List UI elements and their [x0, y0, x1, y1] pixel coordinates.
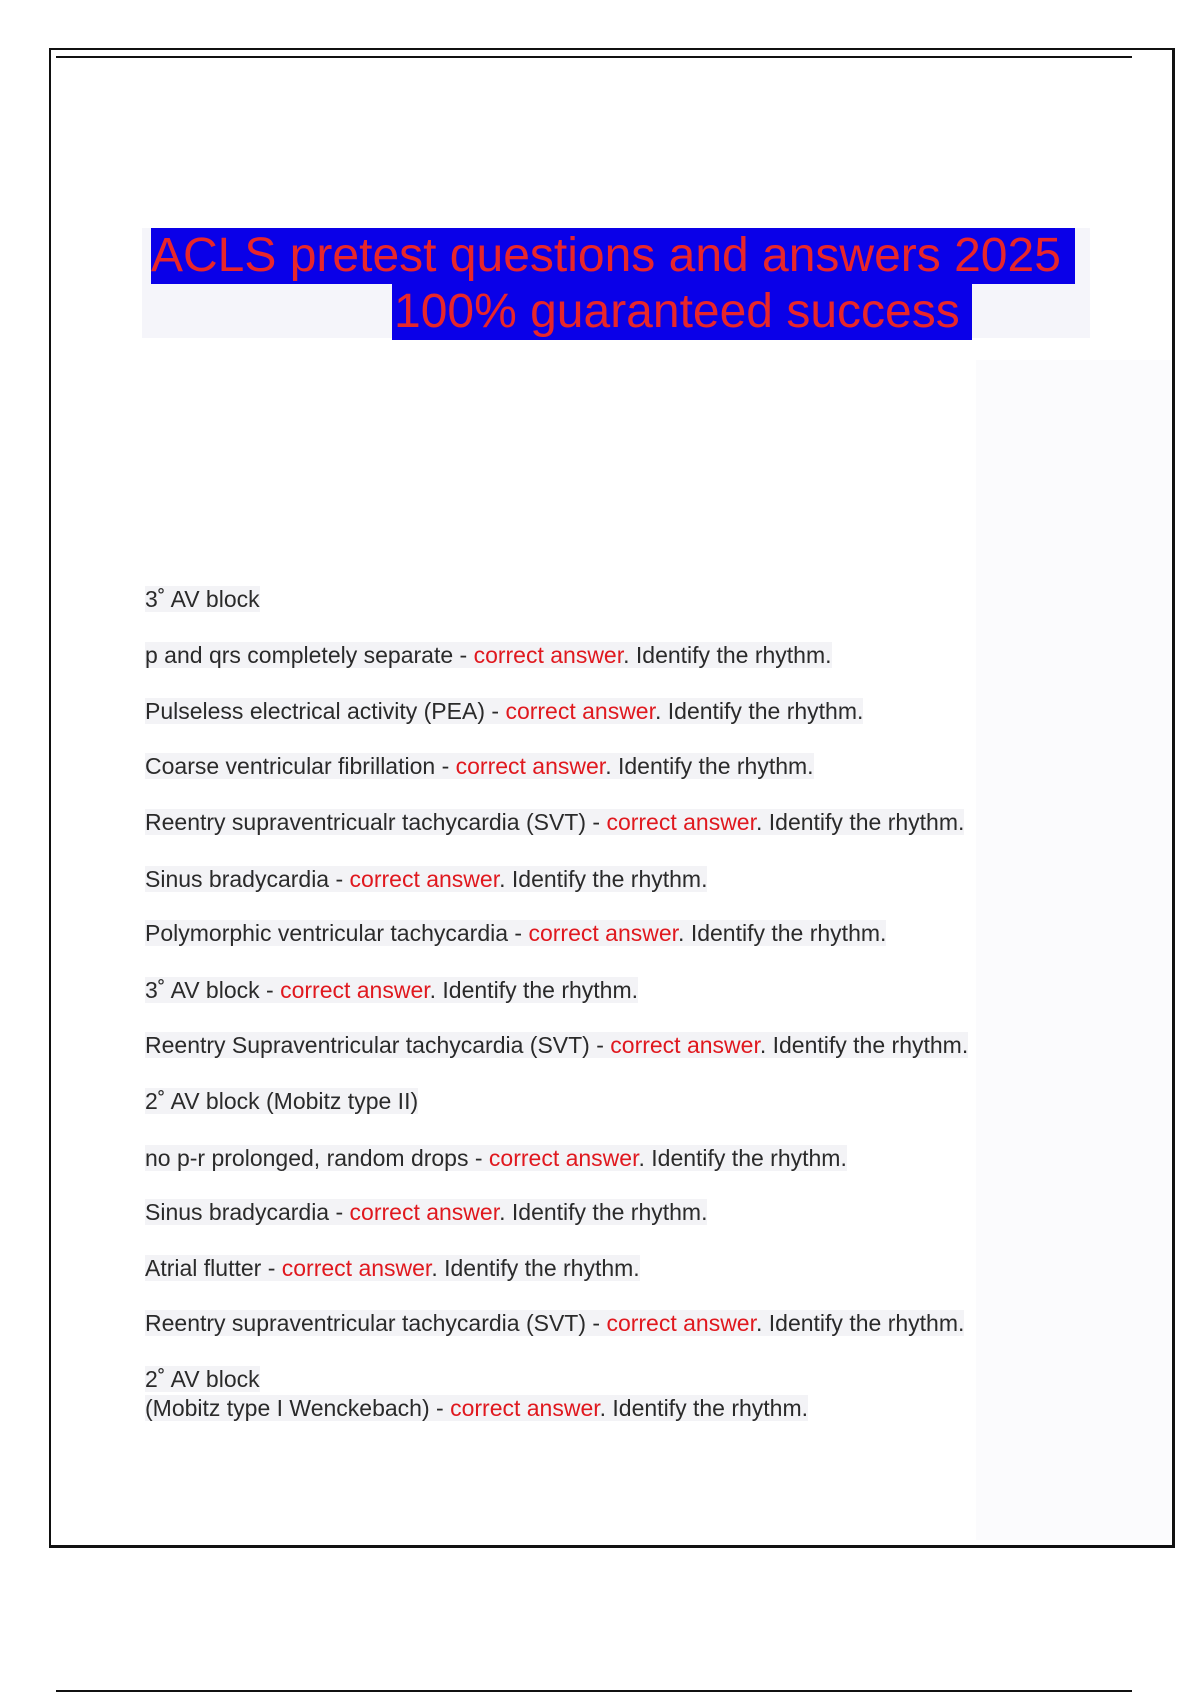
document-title-line-1: ACLS pretest questions and answers 2025 — [151, 228, 1075, 284]
qa-item — [145, 584, 260, 614]
qa-question: Sinus bradycardia - — [145, 1199, 350, 1225]
qa-text: 2˚ AV block — [145, 1366, 260, 1392]
qa-question: p and qrs completely separate - — [145, 642, 474, 668]
qa-item — [145, 1030, 968, 1060]
qa-answer: . Identify the rhythm. — [638, 1145, 847, 1171]
qa-answer: . Identify the rhythm. — [499, 1199, 708, 1225]
qa-question: Reentry Supraventricular tachycardia (SVT) - — [145, 1032, 611, 1058]
qa-text: 3˚ AV block — [145, 586, 260, 612]
qa-item — [145, 751, 814, 781]
document-title-line-2: 100% guaranteed success — [392, 284, 972, 340]
correct-answer-label: correct answer — [610, 1032, 760, 1058]
qa-item — [145, 1253, 640, 1283]
correct-answer-label: correct answer — [349, 866, 500, 892]
correct-answer-label: correct answer — [280, 977, 430, 1003]
qa-answer: . Identify the rhythm. — [678, 920, 887, 946]
qa-item — [145, 1308, 964, 1338]
qa-item — [145, 1086, 418, 1116]
qa-answer: . Identify the rhythm. — [599, 1395, 809, 1421]
qa-answer: . Identify the rhythm. — [655, 698, 864, 724]
qa-item — [145, 640, 832, 670]
qa-item — [145, 975, 638, 1005]
qa-question: (Mobitz type I Wenckebach) - — [145, 1395, 451, 1421]
qa-question: Atrial flutter - — [145, 1255, 282, 1281]
qa-item — [145, 1393, 808, 1423]
correct-answer-label: correct answer — [473, 642, 624, 668]
qa-answer: . Identify the rhythm. — [429, 977, 639, 1003]
qa-answer: . Identify the rhythm. — [499, 866, 708, 892]
top-rule — [56, 56, 1132, 58]
background-shade — [976, 360, 1171, 1540]
correct-answer-label: correct answer — [505, 698, 655, 724]
qa-question: Reentry supraventricular tachycardia (SVT) - — [145, 1310, 607, 1336]
qa-question: Reentry supraventricualr tachycardia (SVT) - — [145, 809, 607, 835]
qa-item — [145, 918, 886, 948]
qa-item — [145, 1143, 847, 1173]
qa-item — [145, 1197, 707, 1227]
qa-answer: . Identify the rhythm. — [756, 1310, 965, 1336]
qa-answer: . Identify the rhythm. — [756, 809, 965, 835]
qa-item — [145, 696, 863, 726]
qa-question: 3˚ AV block - — [145, 977, 281, 1003]
correct-answer-label: correct answer — [528, 920, 679, 946]
qa-item — [145, 807, 964, 837]
correct-answer-label: correct answer — [488, 1145, 639, 1171]
correct-answer-label: correct answer — [450, 1395, 600, 1421]
qa-question: Coarse ventricular fibrillation - — [145, 753, 456, 779]
qa-question: Pulseless electrical activity (PEA) - — [145, 698, 506, 724]
qa-question: Polymorphic ventricular tachycardia - — [145, 920, 529, 946]
correct-answer-label: correct answer — [349, 1199, 500, 1225]
correct-answer-label: correct answer — [606, 809, 756, 835]
qa-answer: . Identify the rhythm. — [605, 753, 814, 779]
qa-answer: . Identify the rhythm. — [623, 642, 832, 668]
bottom-rule — [56, 1690, 1132, 1692]
qa-text: 2˚ AV block (Mobitz type II) — [145, 1088, 419, 1114]
qa-answer: . Identify the rhythm. — [431, 1255, 640, 1281]
correct-answer-label: correct answer — [455, 753, 606, 779]
correct-answer-label: correct answer — [281, 1255, 432, 1281]
qa-item — [145, 1364, 260, 1394]
qa-answer: . Identify the rhythm. — [759, 1032, 969, 1058]
qa-question: no p-r prolonged, random drops - — [145, 1145, 489, 1171]
qa-item — [145, 864, 707, 894]
correct-answer-label: correct answer — [606, 1310, 756, 1336]
qa-question: Sinus bradycardia - — [145, 866, 350, 892]
